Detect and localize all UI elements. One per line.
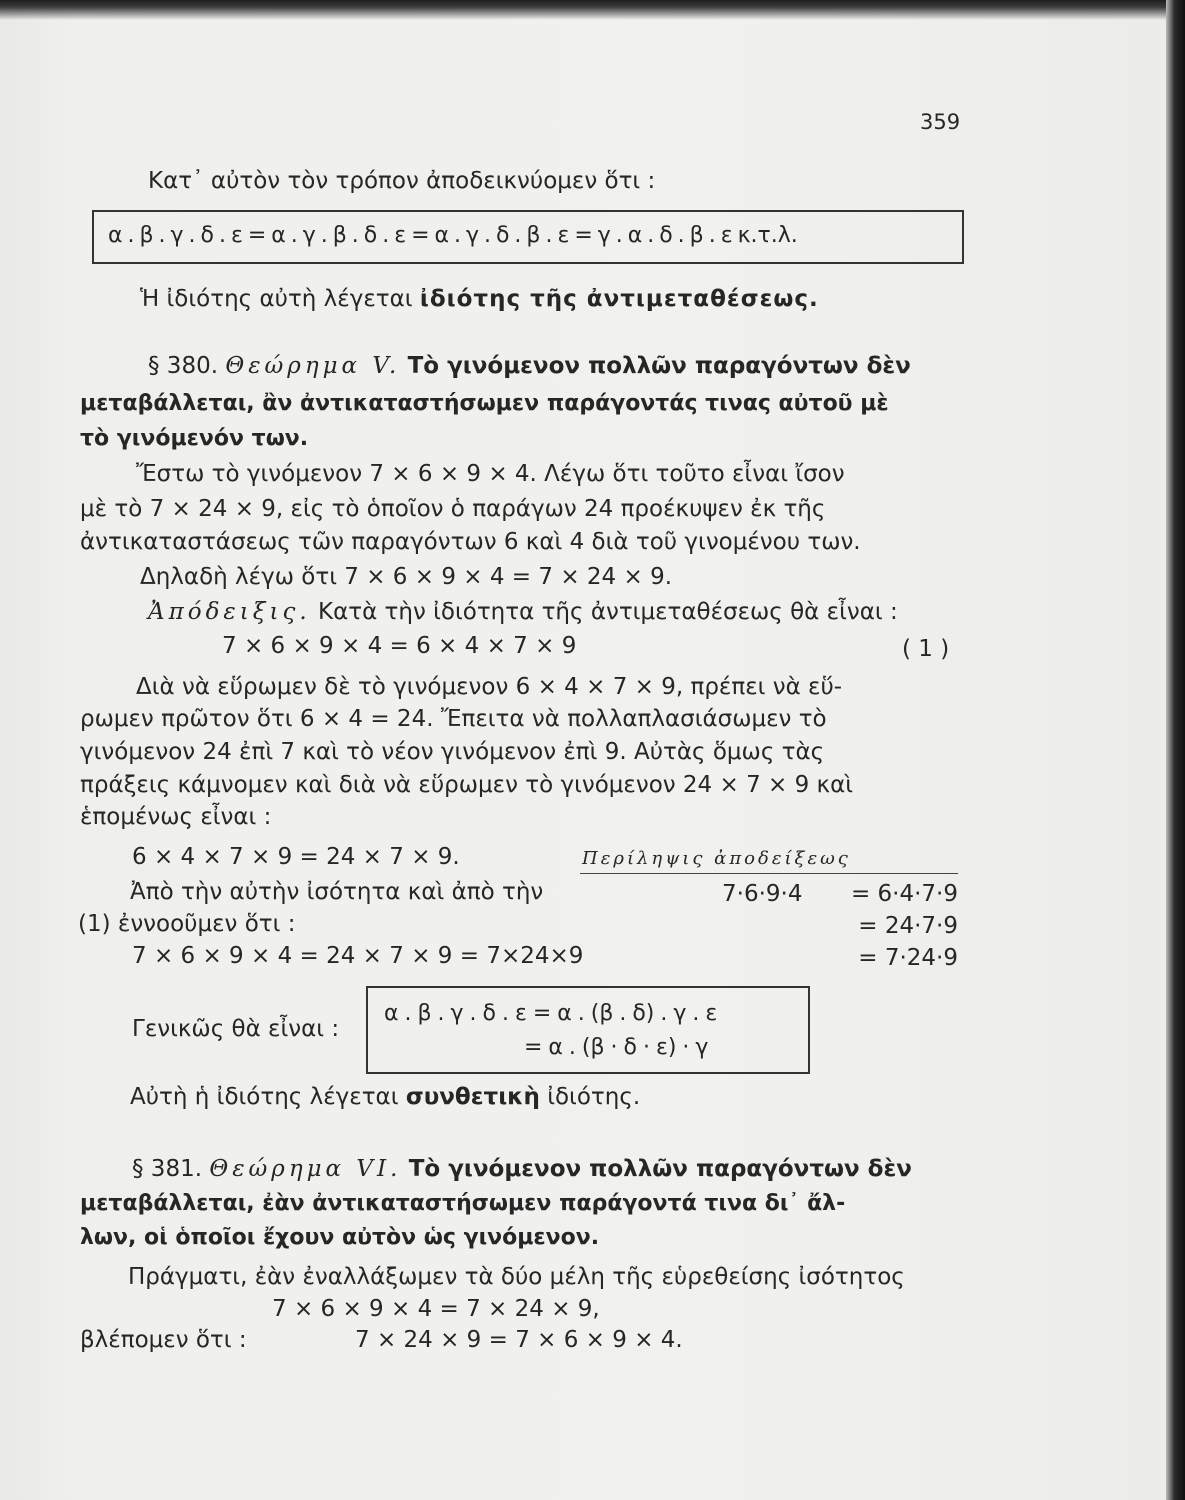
proof-text: Κατὰ τὴν ἰδιότητα τῆς ἀντιμεταθέσεως θὰ εἶναι : <box>317 599 898 625</box>
theorem-381-line1 <box>132 1155 912 1183</box>
paragraph-line: (1) ἐννοοῦμεν ὅτι : <box>78 911 296 937</box>
associative-formula-line2: = α . (β · δ · ε) · γ <box>524 1035 709 1060</box>
equation-1-tag: ( 1 ) <box>902 636 950 662</box>
equation-3: 7 × 6 × 9 × 4 = 24 × 7 × 9 = 7×24×9 <box>132 943 584 969</box>
summary-row-3: = 7·24·9 <box>858 945 958 971</box>
paragraph-line: ἑπομένως εἶναι : <box>80 804 272 830</box>
paragraph-line: γινόμενον 24 ἐπὶ 7 καὶ τὸ νέον γινόμενον ἐπὶ 9. Αὐτὰς ὅμως τὰς <box>80 739 825 765</box>
theorem-381-line3: λων, οἱ ὁποῖοι ἔχουν αὐτὸν ὡς γινόμενον. <box>80 1225 600 1250</box>
theorem-380-line3: τὸ γινόμενόν των. <box>80 426 309 451</box>
paragraph-line: Πράγματι, ἐὰν ἐναλλάξωμεν τὰ δύο μέλη τῆς εὑρεθείσης ἰσότητος <box>128 1264 905 1290</box>
scan-top-shadow <box>0 0 1185 20</box>
paragraph-line: ρωμεν πρῶτον ὅτι 6 × 4 = 24. Ἔπειτα νὰ πολλαπλασιάσωμεν τὸ <box>80 706 827 732</box>
equation-5: 7 × 24 × 9 = 7 × 6 × 9 × 4. <box>355 1327 683 1353</box>
property-name: ἰδιότης τῆς ἀντιμεταθέσεως. <box>419 286 819 312</box>
intro-line: Κατ᾽ αὐτὸν τὸν τρόπον ἀποδεικνύομεν ὅτι : <box>148 168 656 194</box>
commutative-formula: α . β . γ . δ . ε = α . γ . β . δ . ε = α . γ . δ . β . ε = γ . α . δ . β . ε κ.τ.λ. <box>108 223 798 248</box>
theorem-label: Θεώρημα VI. <box>209 1156 402 1182</box>
theorem-title: Τὸ γινόμενον πολλῶν παραγόντων δὲν <box>408 1156 912 1182</box>
proof-label: Ἀπόδειξις. <box>148 599 311 625</box>
paragraph-line: Διὰ νὰ εὕρωμεν δὲ τὸ γινόμενον 6 × 4 × 7 × 9, πρέπει νὰ εὕ- <box>136 674 843 700</box>
paragraph-line: Δηλαδὴ λέγω ὅτι 7 × 6 × 9 × 4 = 7 × 24 × 9. <box>140 564 673 590</box>
theorem-label: Θεώρημα V. <box>225 353 401 379</box>
summary-row-1-left: 7·6·9·4 <box>722 881 803 907</box>
summary-row-1-right: = 6·4·7·9 <box>850 881 958 907</box>
theorem-380-line1 <box>148 352 911 380</box>
section-number: § 381. <box>132 1156 203 1182</box>
property-text: Αὐτὴ ἡ ἰδιότης λέγεται <box>130 1084 406 1110</box>
property-text: Ἡ ἰδιότης αὐτὴ λέγεται <box>140 286 420 312</box>
equation-4: 7 × 6 × 9 × 4 = 7 × 24 × 9, <box>272 1296 600 1322</box>
equation-2: 6 × 4 × 7 × 9 = 24 × 7 × 9. <box>132 844 460 870</box>
summary-row-2: = 24·7·9 <box>858 913 958 939</box>
property-text: ἰδιότης. <box>539 1084 641 1110</box>
proof-line <box>148 598 898 626</box>
general-label: Γενικῶς θὰ εἶναι : <box>132 1016 340 1042</box>
theorem-381-line2: μεταβάλλεται, ἐὰν ἀντικαταστήσωμεν παράγοντά τινα δι᾽ ἄλ- <box>80 1191 846 1216</box>
summary-title: Περίληψις ἀποδείξεως <box>582 848 851 869</box>
associative-formula-line1: α . β . γ . δ . ε = α . (β . δ) . γ . ε <box>384 1001 718 1026</box>
scan-right-edge <box>1166 0 1185 1500</box>
associative-property-sentence <box>130 1083 640 1111</box>
theorem-title: Τὸ γινόμενον πολλῶν παραγόντων δὲν <box>407 353 911 379</box>
summary-title-underline <box>580 873 958 874</box>
page-number: 359 <box>920 110 961 134</box>
paragraph-line: ἀντικαταστάσεως τῶν παραγόντων 6 καὶ 4 διὰ τοῦ γινομένου των. <box>80 529 861 555</box>
paragraph-line: μὲ τὸ 7 × 24 × 9, εἰς τὸ ὁποῖον ὁ παράγων 24 προέκυψεν ἐκ τῆς <box>80 496 826 522</box>
property-name: συνθετικὴ <box>405 1084 540 1110</box>
paragraph-line: πράξεις κάμνομεν καὶ διὰ νὰ εὕρωμεν τὸ γινόμενον 24 × 7 × 9 καὶ <box>80 772 854 798</box>
property-sentence <box>140 285 819 313</box>
paragraph-line: Ἔστω τὸ γινόμενον 7 × 6 × 9 × 4. Λέγω ὅτι τοῦτο εἶναι ἴσον <box>136 461 845 487</box>
theorem-380-line2: μεταβάλλεται, ἂν ἀντικαταστήσωμεν παράγοντάς τινας αὐτοῦ μὲ <box>80 391 889 416</box>
section-number: § 380. <box>148 353 219 379</box>
paragraph-line: Ἀπὸ τὴν αὐτὴν ἰσότητα καὶ ἀπὸ τὴν <box>130 879 544 905</box>
paragraph-line: βλέπομεν ὅτι : <box>80 1327 247 1353</box>
equation-1: 7 × 6 × 9 × 4 = 6 × 4 × 7 × 9 <box>222 633 577 659</box>
